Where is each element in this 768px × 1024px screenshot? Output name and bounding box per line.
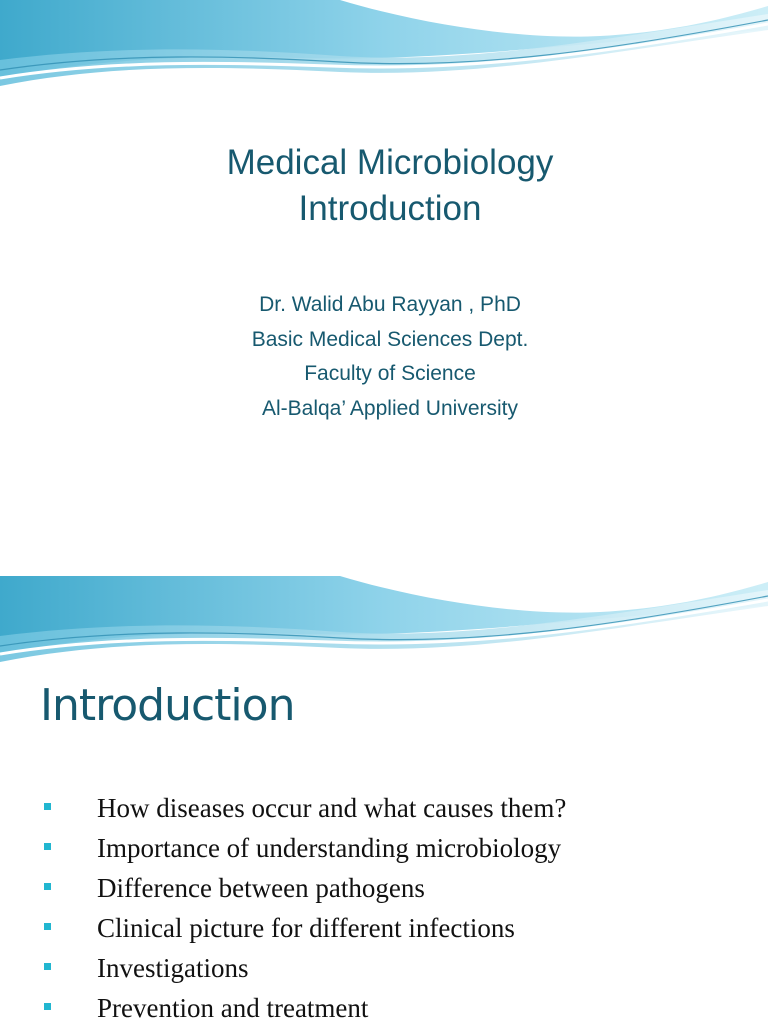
- slide-heading: Introduction: [40, 680, 295, 731]
- bullet-square-icon: [44, 963, 51, 970]
- bullet-square-icon: [44, 843, 51, 850]
- list-item: Clinical picture for different infections: [44, 908, 566, 948]
- list-item: Difference between pathogens: [44, 868, 566, 908]
- title-line-1: Medical Microbiology: [226, 143, 554, 182]
- bullet-list: [44, 788, 566, 1024]
- slide-subtitle: [0, 288, 768, 426]
- bullet-square-icon: [44, 803, 51, 810]
- header-wave-decoration: [0, 576, 768, 686]
- bullet-square-icon: [44, 883, 51, 890]
- list-item: Investigations: [44, 948, 566, 988]
- header-wave-decoration: [0, 0, 768, 110]
- bullet-square-icon: [44, 1003, 51, 1010]
- list-item: How diseases occur and what causes them?: [44, 788, 566, 828]
- faculty: Faculty of Science: [304, 362, 476, 385]
- bullet-square-icon: [44, 923, 51, 930]
- university: Al-Balqa’ Applied University: [261, 396, 518, 420]
- slide-title-text: [0, 140, 768, 232]
- author-name: Dr. Walid Abu Rayyan , PhD: [259, 293, 521, 316]
- title-line-2: Introduction: [298, 189, 482, 228]
- list-item: Importance of understanding microbiology: [44, 828, 566, 868]
- slide-introduction: [0, 576, 768, 1024]
- department: Basic Medical Sciences Dept.: [251, 327, 529, 351]
- list-item: Prevention and treatment: [44, 988, 566, 1024]
